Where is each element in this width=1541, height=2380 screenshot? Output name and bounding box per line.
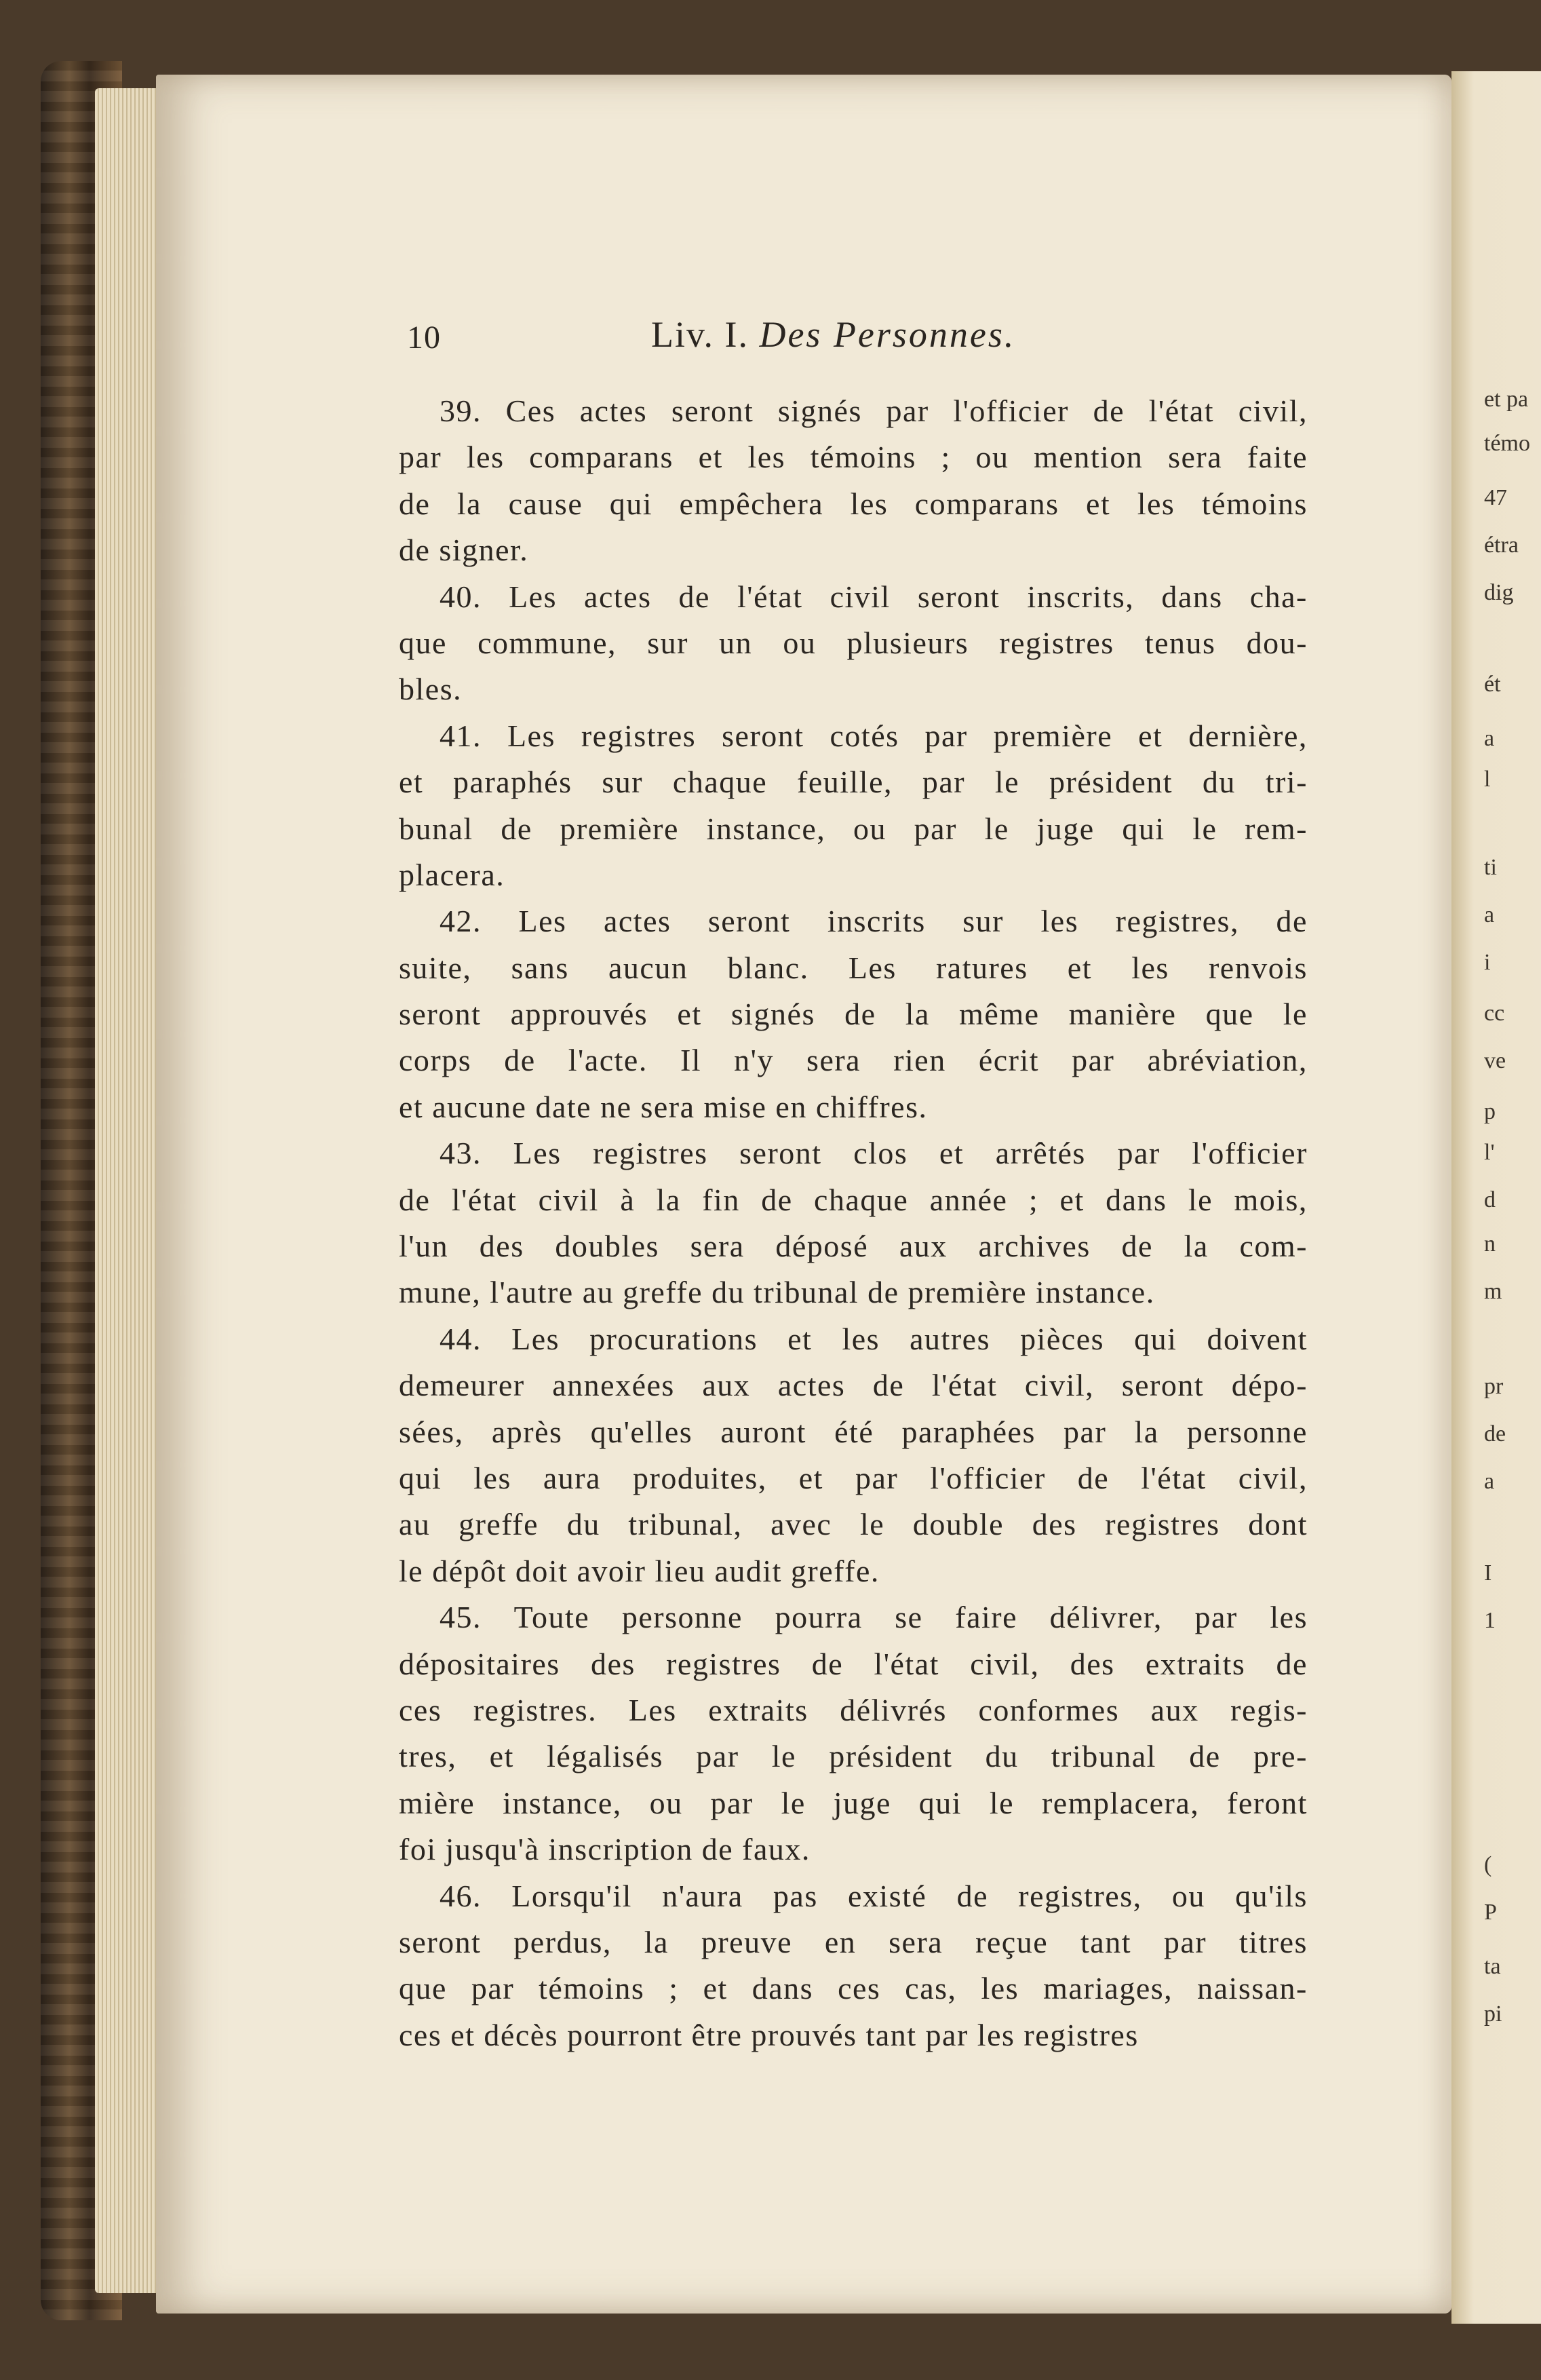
text-line: par les comparans et les témoins ; ou mention sera faite: [399, 440, 1308, 475]
text-line: placera.: [399, 857, 505, 892]
text-line: et paraphés sur chaque feuille, par le président du tri-: [399, 765, 1308, 800]
text-line: ces registres. Les extraits délivrés conformes aux regis-: [399, 1692, 1308, 1727]
text-line: mière instance, ou par le juge qui le remplacera, feront: [399, 1785, 1308, 1820]
facing-page-fragment: 47: [1484, 485, 1507, 510]
text-line: 40. Les actes de l'état civil seront inscrits, dans cha-: [440, 579, 1308, 614]
text-line: qui les aura produites, et par l'officier de l'état civil,: [399, 1460, 1308, 1495]
article-paragraph: [399, 898, 1308, 1130]
facing-page-fragment: a: [1484, 1469, 1495, 1494]
article-paragraph: [399, 388, 1308, 574]
text-line: 39. Ces actes seront signés par l'officier de l'état civil,: [440, 394, 1308, 428]
text-line: que commune, sur un ou plusieurs registres tenus dou-: [399, 625, 1308, 660]
text-line: 42. Les actes seront inscrits sur les registres, de: [440, 904, 1308, 939]
text-line: 45. Toute personne pourra se faire délivrer, par les: [440, 1600, 1308, 1635]
facing-page-fragment: témo: [1484, 431, 1530, 456]
text-line: sées, après qu'elles auront été paraphées par la personne: [399, 1414, 1308, 1449]
article-paragraph: [399, 1316, 1308, 1594]
text-line: bles.: [399, 672, 463, 707]
text-line: au greffe du tribunal, avec le double des registres dont: [399, 1507, 1308, 1542]
running-head-italic: Des Personnes.: [759, 314, 1016, 355]
text-line: 43. Les registres seront clos et arrêtés par l'officier: [440, 1136, 1308, 1171]
facing-page-fragment: l': [1484, 1140, 1495, 1165]
text-line: mune, l'autre au greffe du tribunal de première instance.: [399, 1275, 1155, 1310]
article-paragraph: [399, 574, 1308, 713]
facing-page-fragment: et pa: [1484, 387, 1529, 412]
text-line: 44. Les procurations et les autres pièces qui doivent: [440, 1321, 1308, 1356]
facing-page-fragment: m: [1484, 1279, 1502, 1304]
text-line: dépositaires des registres de l'état civil, des extraits de: [399, 1646, 1308, 1681]
facing-page-fragment: pr: [1484, 1374, 1504, 1399]
facing-page-fragment: d: [1484, 1187, 1496, 1212]
facing-page-fragment: 1: [1484, 1608, 1496, 1633]
facing-page-fragment: l: [1484, 767, 1491, 792]
text-line: tres, et légalisés par le président du tribunal de pre-: [399, 1739, 1308, 1774]
article-paragraph: [399, 1130, 1308, 1316]
facing-page-fragment: i: [1484, 950, 1491, 975]
article-paragraph: [399, 1873, 1308, 2059]
text-line: le dépôt doit avoir lieu audit greffe.: [399, 1553, 880, 1588]
facing-page-fragment: dig: [1484, 580, 1514, 605]
text-line: l'un des doubles sera déposé aux archives de la com-: [399, 1229, 1308, 1264]
text-line: demeurer annexées aux actes de l'état civil, seront dépo-: [399, 1368, 1308, 1403]
facing-page-fragment: ta: [1484, 1954, 1501, 1979]
facing-page-fragment: pi: [1484, 2001, 1502, 2027]
facing-page-fragment: de: [1484, 1421, 1506, 1446]
facing-page-fragment: a: [1484, 902, 1495, 927]
running-head-title: [651, 313, 1015, 356]
text-line: de signer.: [399, 533, 529, 568]
text-line: foi jusqu'à inscription de faux.: [399, 1832, 811, 1867]
text-line: ces et décès pourront être prouvés tant par les registres: [399, 2017, 1139, 2052]
text-line: de la cause qui empêchera les comparans et les témoins: [399, 486, 1308, 521]
text-line: suite, sans aucun blanc. Les ratures et les renvois: [399, 950, 1308, 985]
page-edges: [95, 88, 163, 2293]
facing-page-fragment: I: [1484, 1560, 1492, 1586]
facing-page-fragment: (: [1484, 1852, 1492, 1877]
facing-page-fragment: ve: [1484, 1048, 1506, 1073]
facing-page-fragment: a: [1484, 726, 1495, 751]
text-line: bunal de première instance, ou par le juge qui le rem-: [399, 811, 1308, 846]
text-line: seront approuvés et signés de la même manière que le: [399, 997, 1308, 1032]
article-paragraph: [399, 1594, 1308, 1873]
text-line: 46. Lorsqu'il n'aura pas existé de registres, ou qu'ils: [440, 1878, 1308, 1913]
facing-page-fragment: P: [1484, 1900, 1497, 1925]
facing-page-fragment: ti: [1484, 855, 1497, 880]
text-line: et aucune date ne sera mise en chiffres.: [399, 1089, 928, 1124]
facing-page-edge: [1451, 71, 1541, 2324]
article-paragraph: [399, 713, 1308, 899]
text-line: 41. Les registres seront cotés par première et dernière,: [440, 718, 1308, 753]
body-text: [399, 388, 1308, 2058]
running-head-prefix: Liv. I.: [651, 314, 749, 355]
facing-page-fragment: étra: [1484, 533, 1519, 558]
facing-page-fragment: ét: [1484, 672, 1501, 697]
facing-page-fragment: p: [1484, 1099, 1496, 1124]
facing-page-fragment: n: [1484, 1231, 1496, 1256]
facing-page-fragment: cc: [1484, 1001, 1505, 1026]
text-line: de l'état civil à la fin de chaque année ; et dans le mois,: [399, 1182, 1308, 1217]
text-line: seront perdus, la preuve en sera reçue tant par titres: [399, 1924, 1308, 1959]
text-line: corps de l'acte. Il n'y sera rien écrit par abréviation,: [399, 1043, 1308, 1078]
text-line: que par témoins ; et dans ces cas, les mariages, naissan-: [399, 1971, 1308, 2006]
page-number: 10: [407, 320, 441, 356]
